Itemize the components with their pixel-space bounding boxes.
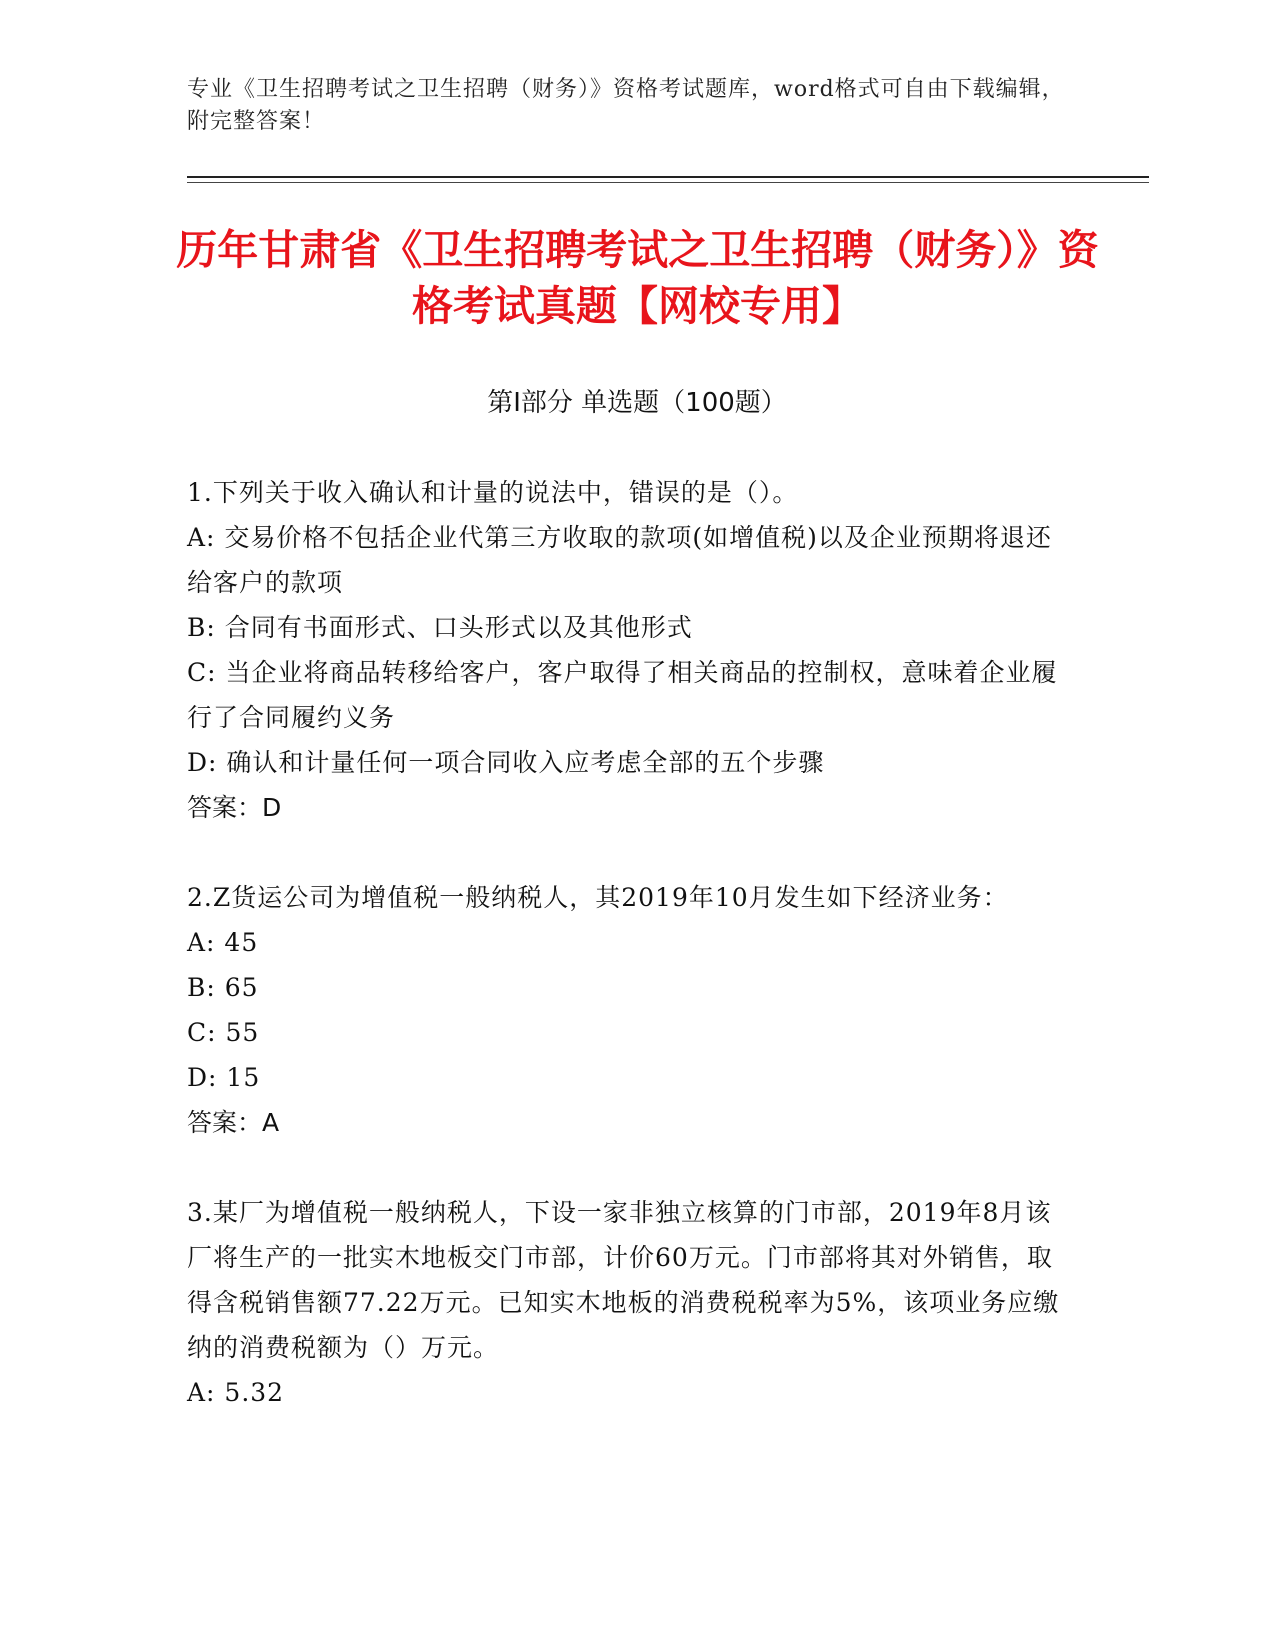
option-b: B: 65 bbox=[187, 973, 259, 1002]
option-d: D: 15 bbox=[187, 1063, 261, 1092]
question-stem: 2.Z货运公司为增值税一般纳税人，其2019年10月发生如下经济业务： bbox=[187, 883, 1009, 912]
section-title: 第I部分 单选题（100题） bbox=[487, 388, 787, 418]
option-c: C: 55 bbox=[187, 1018, 260, 1047]
document-title: 历年甘肃省《卫生招聘考试之卫生招聘（财务）》资格考试真题【网校专用】 bbox=[176, 226, 1099, 330]
question-stem: 3.某厂为增值税一般纳税人，下设一家非独立核算的门市部，2019年8月该厂将生产的一批实木地板交门市部，计价60万元。门市部将其对外销售，取得含税销售额77.22万元。已知实木地板的消费税税率为5%，该项业务应缴纳的消费税额为（）万元。 bbox=[187, 1198, 1060, 1362]
question-3 bbox=[187, 1190, 1072, 1415]
option-b: B: 合同有书面形式、口头形式以及其他形式 bbox=[187, 613, 693, 642]
question-list bbox=[187, 470, 1072, 1460]
question-1 bbox=[187, 470, 1072, 830]
option-d: D: 确认和计量任何一项合同收入应考虑全部的五个步骤 bbox=[187, 748, 825, 777]
option-a: A: 45 bbox=[187, 928, 259, 957]
question-stem: 1.下列关于收入确认和计量的说法中，错误的是（）。 bbox=[187, 478, 799, 507]
answer-label: 答案：D bbox=[187, 793, 282, 822]
answer-label: 答案：A bbox=[187, 1108, 280, 1137]
header-rule-thin bbox=[187, 182, 1149, 183]
option-a: A: 交易价格不包括企业代第三方收取的款项(如增值税)以及企业预期将退还给客户的款项 bbox=[187, 523, 1052, 597]
option-c: C: 当企业将商品转移给客户，客户取得了相关商品的控制权，意味着企业履行了合同履约义务 bbox=[187, 658, 1058, 732]
header-note: 专业《卫生招聘考试之卫生招聘（财务）》资格考试题库，word格式可自由下载编辑，附完整答案！ bbox=[187, 77, 1065, 134]
question-2 bbox=[187, 875, 1072, 1145]
option-a: A: 5.32 bbox=[187, 1378, 285, 1407]
header-rule-thick bbox=[187, 176, 1149, 178]
